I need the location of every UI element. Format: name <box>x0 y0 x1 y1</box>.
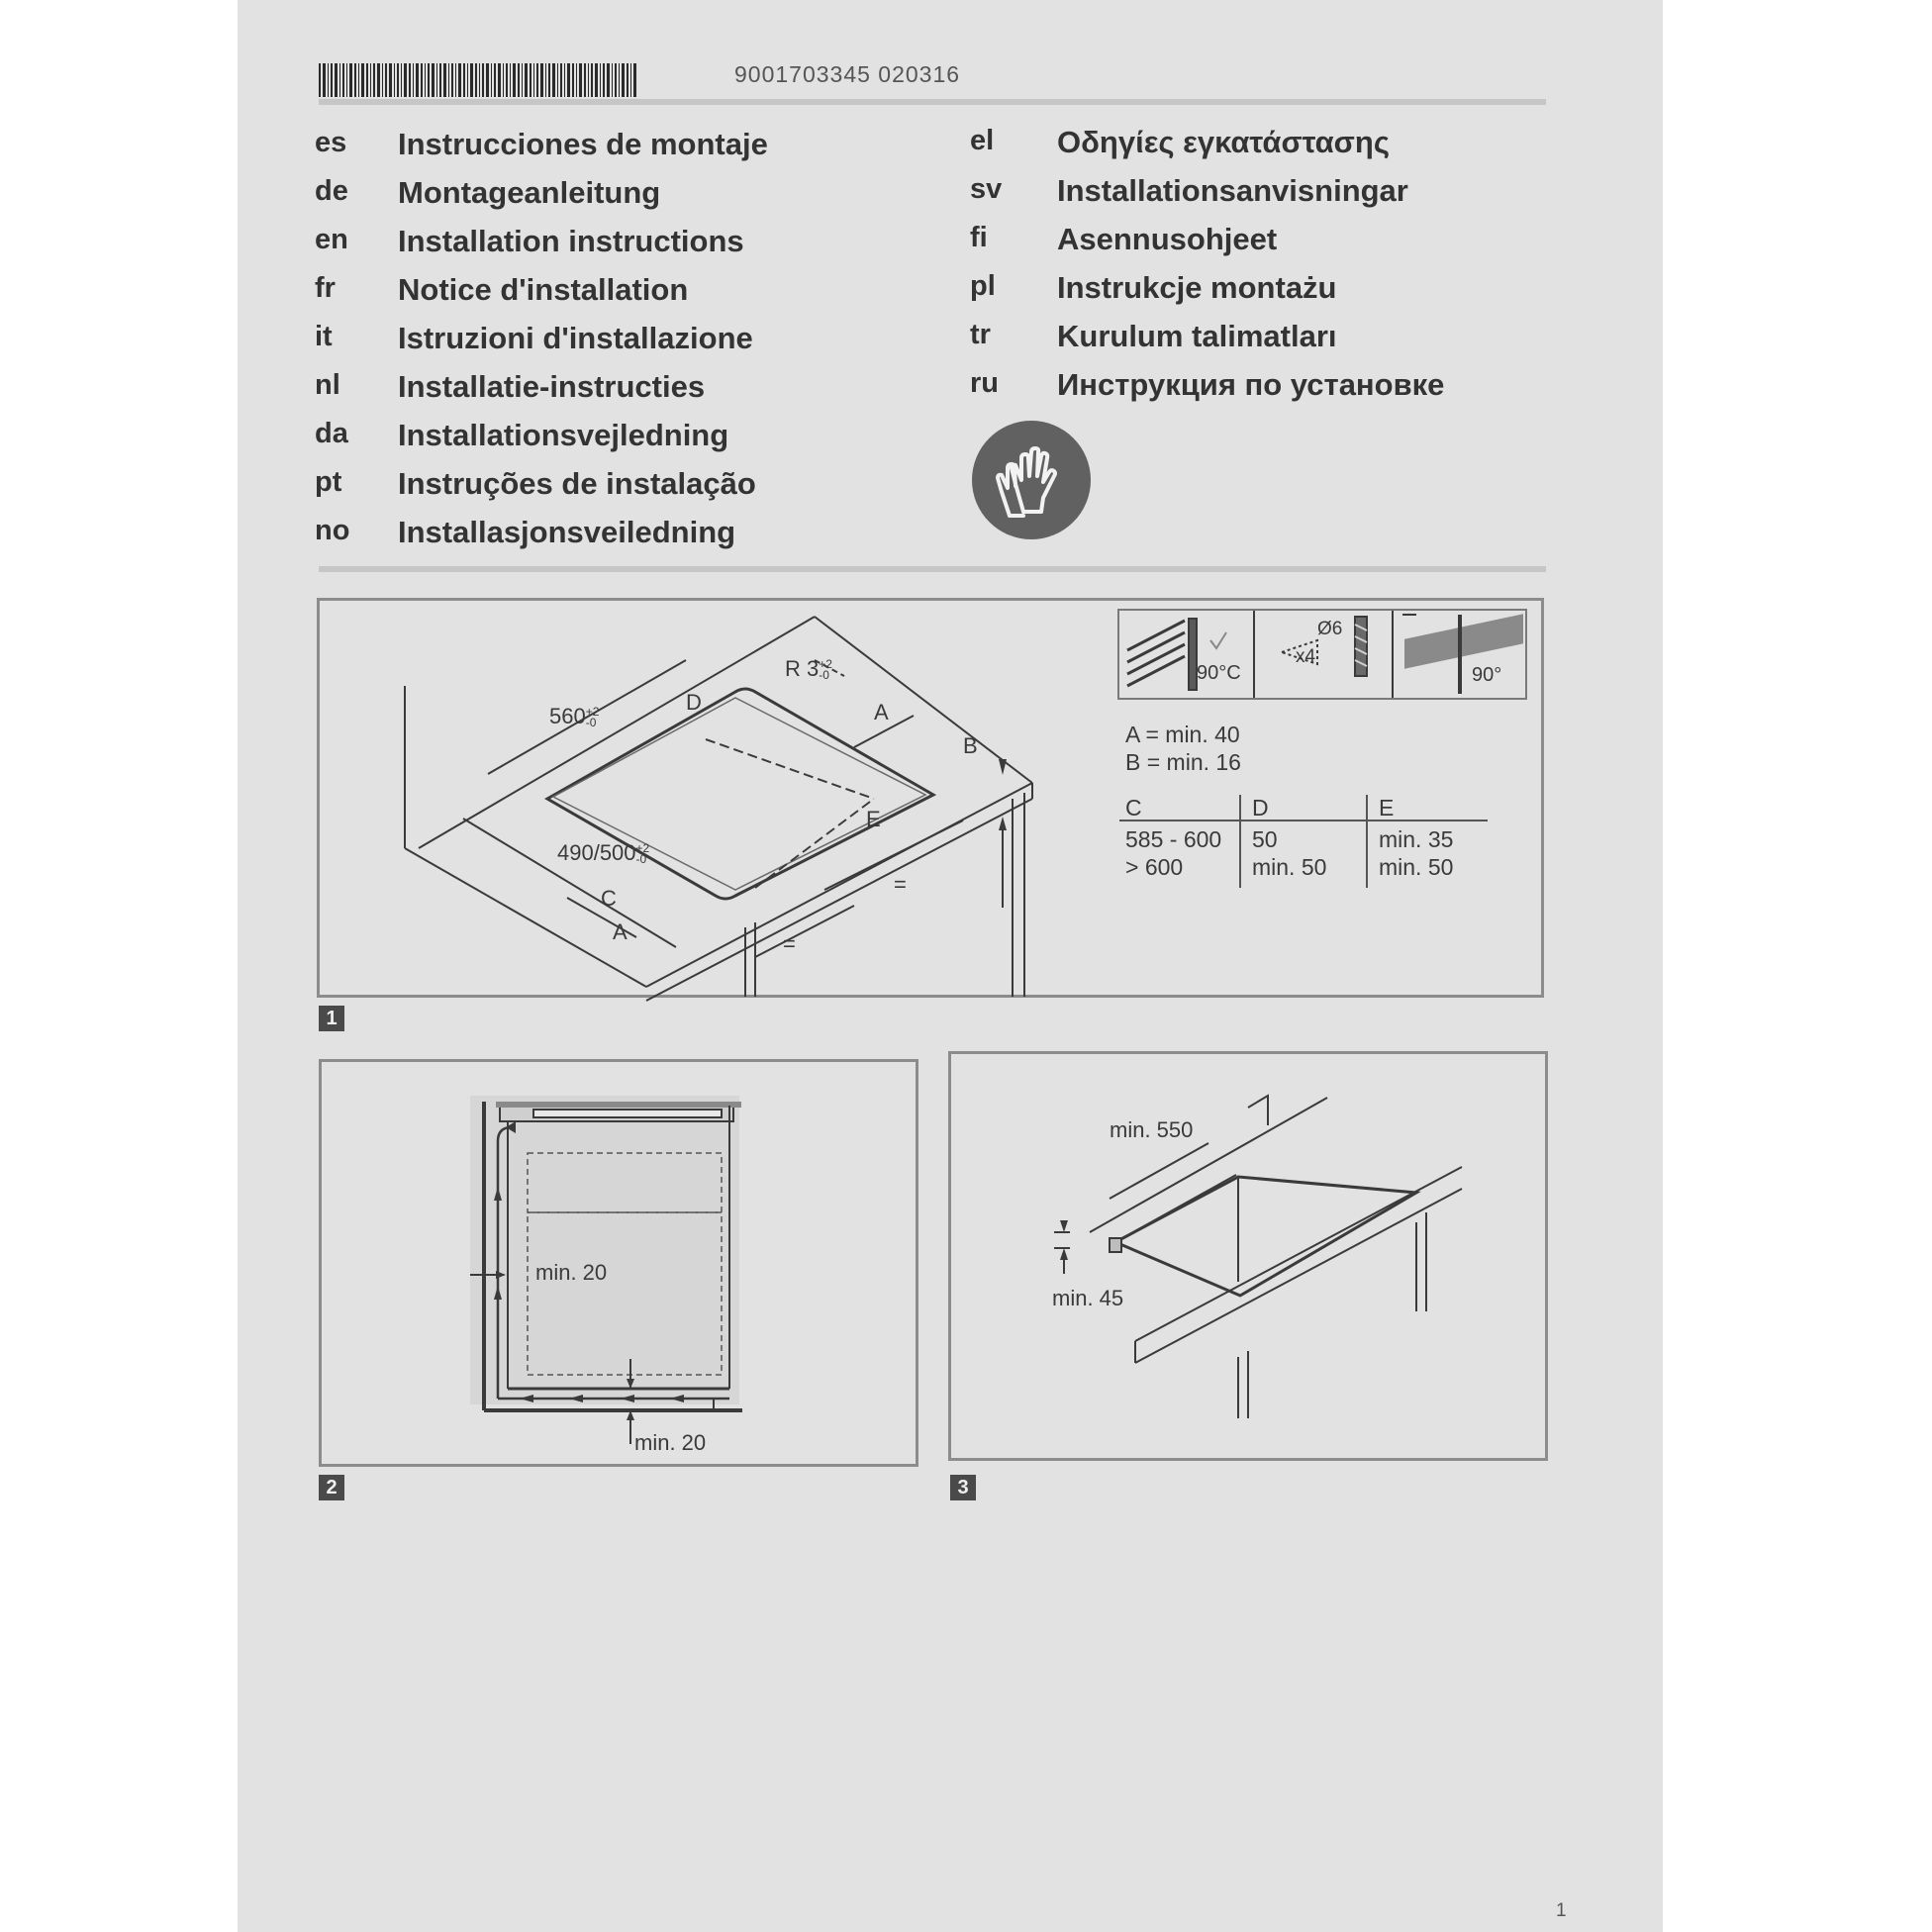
label-radius <box>785 656 832 682</box>
language-title: Installationsvejledning <box>398 418 729 452</box>
protective-gloves-icon <box>972 421 1091 539</box>
page-number: 1 <box>1556 1900 1567 1921</box>
spec-a: A = min. 40 <box>1125 722 1240 747</box>
language-code: el <box>970 125 995 156</box>
figure-2-ventilation <box>319 1059 918 1467</box>
language-code: nl <box>315 369 340 401</box>
figure-3-number: 3 <box>950 1475 976 1500</box>
tolerance-minus: -0 <box>585 716 597 730</box>
figure-2-number: 2 <box>319 1475 344 1500</box>
label-b: B <box>963 733 978 758</box>
language-title: Kurulum talimatları <box>1057 319 1337 353</box>
table-cell: 585 - 600 <box>1125 826 1222 852</box>
label-bottom-gap: min. 20 <box>634 1430 707 1455</box>
tolerance-minus: -0 <box>819 668 829 683</box>
table-cell: > 600 <box>1125 854 1184 880</box>
section-rule <box>319 566 1546 572</box>
tolerance-plus: +2 <box>585 705 600 720</box>
language-title: Instruções de instalação <box>398 466 756 501</box>
language-code: pl <box>970 270 996 302</box>
language-code: da <box>315 418 348 449</box>
label-width <box>557 840 649 866</box>
label-d: D <box>686 690 702 715</box>
figure-2-drawing <box>322 1062 921 1470</box>
drill-diameter-label: Ø6 <box>1317 619 1343 639</box>
language-code: pt <box>315 466 342 498</box>
language-title: Инструкция по установке <box>1057 367 1445 402</box>
table-header-c: C <box>1125 795 1142 821</box>
language-code: en <box>315 224 348 255</box>
table-cell: min. 50 <box>1252 854 1327 880</box>
document-number: 9001703345 020316 <box>734 61 961 87</box>
language-title: Installationsanvisningar <box>1057 173 1408 208</box>
drill-count-label: x4 <box>1296 646 1316 667</box>
language-title: Installatie-instructies <box>398 369 706 404</box>
tolerance-minus: -0 <box>635 852 647 867</box>
manual-page <box>238 0 1663 1932</box>
language-code: sv <box>970 173 1003 205</box>
label-radius-value: R 3 <box>785 656 820 681</box>
angle-label: 90° <box>1472 664 1502 686</box>
spec-b: B = min. 16 <box>1125 749 1241 775</box>
language-title: Instrukcje montażu <box>1057 270 1337 305</box>
temperature-label: 90°C <box>1197 662 1241 684</box>
language-title: Montageanleitung <box>398 175 661 210</box>
label-min-height: min. 45 <box>1052 1286 1124 1310</box>
label-min-width: min. 550 <box>1110 1117 1194 1142</box>
language-title: Instrucciones de montaje <box>398 127 768 161</box>
label-e: E <box>866 807 881 831</box>
table-cell: 50 <box>1252 826 1278 852</box>
table-header-e: E <box>1379 795 1395 821</box>
language-title: Notice d'installation <box>398 272 689 307</box>
figure-3-drawing <box>951 1054 1551 1464</box>
tolerance-plus: +2 <box>819 657 832 672</box>
language-title: Οδηγίες εγκατάστασης <box>1057 125 1390 159</box>
label-c: C <box>601 886 617 911</box>
label-width-value: 490/500 <box>557 840 636 865</box>
table-cell: min. 50 <box>1379 854 1454 880</box>
language-code: fr <box>315 272 336 304</box>
label-depth <box>549 704 599 729</box>
icon-strip <box>1117 609 1527 700</box>
label-a-bottom: A <box>613 919 628 944</box>
language-title: Asennusohjeet <box>1057 222 1278 256</box>
tolerance-plus: +2 <box>635 841 650 856</box>
language-code: no <box>315 515 350 546</box>
language-code: it <box>315 321 333 352</box>
language-code: fi <box>970 222 988 253</box>
language-code: es <box>315 127 347 158</box>
language-code: ru <box>970 367 999 399</box>
spec-table <box>1119 795 1488 888</box>
figure-1-cutout-dimensions <box>317 598 1544 998</box>
label-equal-right: = <box>894 872 907 897</box>
barcode <box>319 63 637 97</box>
table-cell: min. 35 <box>1379 826 1454 852</box>
label-depth-value: 560 <box>549 704 586 728</box>
language-title: Istruzioni d'installazione <box>398 321 753 355</box>
language-title: Installation instructions <box>398 224 744 258</box>
language-code: tr <box>970 319 991 350</box>
figure-1-number: 1 <box>319 1006 344 1031</box>
label-side-gap: min. 20 <box>535 1260 608 1285</box>
label-equal-left: = <box>783 931 796 956</box>
language-code: de <box>315 175 348 207</box>
language-title: Installasjonsveiledning <box>398 515 736 549</box>
figure-3-worktop-clearance <box>948 1051 1548 1461</box>
table-header-d: D <box>1252 795 1269 821</box>
header-rule <box>319 99 1546 105</box>
label-a-top: A <box>874 700 889 724</box>
